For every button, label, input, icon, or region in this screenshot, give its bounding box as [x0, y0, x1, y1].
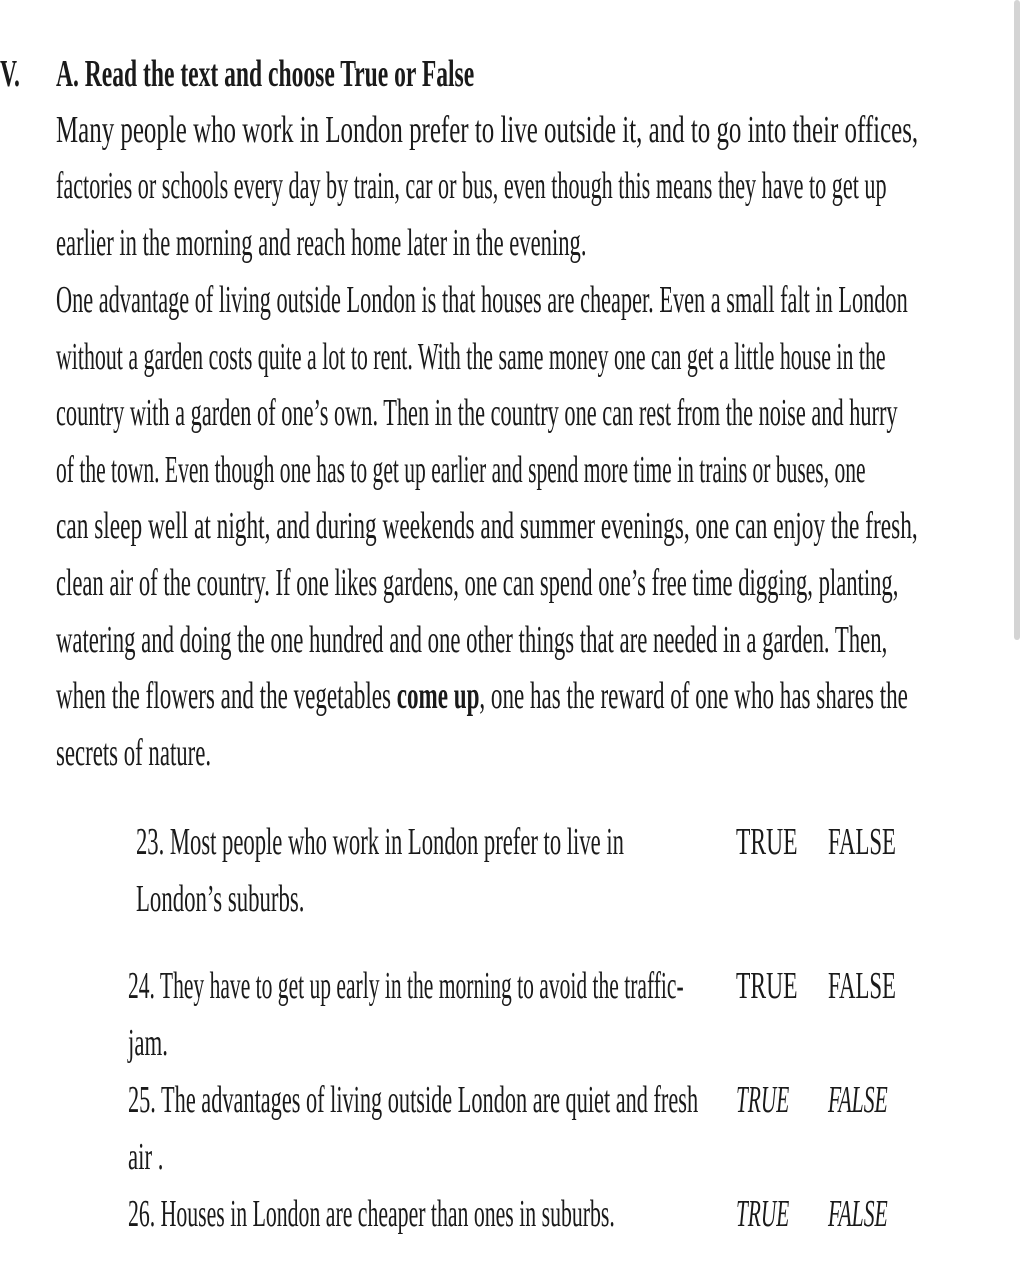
question-23-false-option[interactable]: FALSE: [828, 821, 896, 863]
scrollbar[interactable]: [1010, 0, 1024, 1280]
passage-line: without a garden costs quite a lot to rent. With the same money one can get a little house in the: [56, 336, 886, 378]
passage-line: watering and doing the one hundred and one other things that are needed in a garden. Then,: [56, 619, 888, 661]
question-23-true-option[interactable]: TRUE: [736, 821, 798, 863]
section-number: V.: [0, 53, 20, 95]
question-25-true-option[interactable]: TRUE: [736, 1079, 790, 1121]
question-23-text-cont: London’s suburbs.: [136, 878, 305, 920]
passage-line-with-bold: [56, 674, 908, 718]
question-24-true-option[interactable]: TRUE: [736, 965, 798, 1007]
passage-line: earlier in the morning and reach home later in the evening.: [56, 222, 587, 264]
passage-line: Many people who work in London prefer to live outside it, and to go into their offices,: [56, 109, 919, 151]
scrollbar-thumb[interactable]: [1014, 0, 1020, 640]
question-25-text: 25. The advantages of living outside London are quiet and fresh: [128, 1079, 699, 1121]
passage-line: One advantage of living outside London is that houses are cheaper. Even a small falt in London: [56, 279, 908, 321]
section-title: A. Read the text and choose True or False: [56, 53, 475, 95]
passage-text: when the flowers and the vegetables: [56, 675, 397, 717]
question-25-text-cont: air .: [128, 1136, 164, 1178]
question-26-true-option[interactable]: TRUE: [736, 1193, 790, 1235]
passage-line: of the town. Even though one has to get up earlier and spend more time in trains or buses, one: [56, 449, 866, 491]
passage-line: can sleep well at night, and during weekends and summer evenings, one can enjoy the fresh,: [56, 505, 918, 547]
question-24-text: 24. They have to get up early in the morning to avoid the traffic-: [128, 965, 684, 1007]
passage-text: , one has the reward of one who has shares the: [479, 675, 908, 717]
question-24-false-option[interactable]: FALSE: [828, 965, 896, 1007]
question-23-text: 23. Most people who work in London prefer to live in: [136, 821, 624, 863]
question-26-text: 26. Houses in London are cheaper than ones in suburbs.: [128, 1193, 615, 1235]
question-26-false-option[interactable]: FALSE: [828, 1193, 888, 1235]
phrasal-verb-highlight: come up: [396, 675, 480, 717]
passage-line: secrets of nature.: [56, 732, 212, 774]
question-25-false-option[interactable]: FALSE: [828, 1079, 888, 1121]
passage-line: clean air of the country. If one likes gardens, one can spend one’s free time digging, planting,: [56, 562, 899, 604]
question-24-text-cont: jam.: [128, 1022, 168, 1064]
passage-line: country with a garden of one’s own. Then in the country one can rest from the noise and hurry: [56, 392, 898, 434]
passage-line: factories or schools every day by train, car or bus, even though this means they have to get up: [56, 165, 887, 207]
